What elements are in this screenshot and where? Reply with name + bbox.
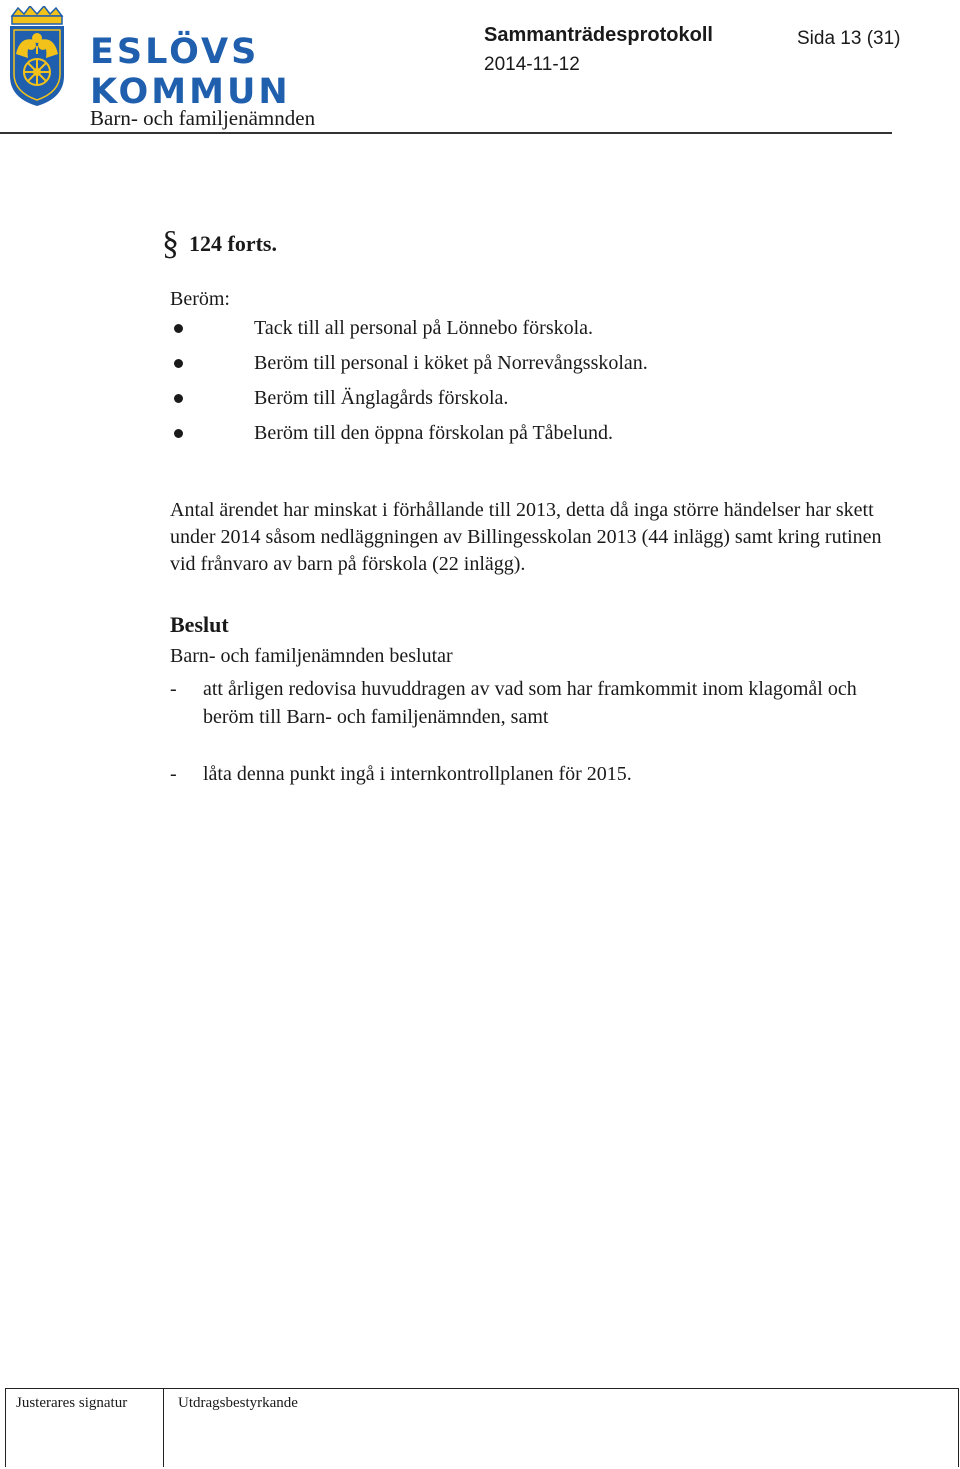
header-divider (0, 132, 892, 134)
crown-icon (12, 6, 62, 24)
section-title: 124 forts. (189, 231, 277, 256)
list-item-text: Beröm till den öppna förskolan på Tåbelund. (254, 422, 613, 444)
bullet-icon (174, 429, 183, 438)
organization-name: Barn- och familjenämnden (90, 106, 316, 130)
wordmark-line-2: KOMMUN (90, 72, 291, 112)
list-item-text: Beröm till Änglagårds förskola. (254, 387, 509, 409)
adjuster-signature-cell (6, 1389, 164, 1467)
list-item (170, 347, 648, 382)
municipality-wordmark (90, 32, 291, 112)
decision-item-text: låta denna punkt ingå i internkontrollplanen för 2015. (203, 763, 632, 785)
paragraph-symbol: § (162, 225, 179, 262)
decision-item-text: att årligen redovisa huvuddragen av vad som har framkommit inom klagomål och beröm till Barn- och familjenämnden, samt (203, 678, 857, 728)
list-item (170, 382, 648, 417)
dash-marker: - (170, 678, 177, 700)
signature-footer (5, 1388, 959, 1467)
decision-heading: Beslut (170, 612, 229, 637)
list-item (170, 417, 648, 452)
decision-intro: Barn- och familjenämnden beslutar (170, 645, 453, 667)
praise-heading: Beröm: (170, 288, 230, 310)
adjuster-signature-label: Justerares signatur (16, 1395, 128, 1411)
bullet-icon (174, 324, 183, 333)
summary-paragraph: Antal ärendet har minskat i förhållande till 2013, detta då inga större händelser har skett under 2014 såsom nedläggningen av Billingesskolan 2013 (44 inlägg) samt kring rutinen vid frånvaro av barn på förskola (22 inlägg). (170, 499, 882, 575)
decision-item (170, 760, 903, 788)
eslov-crest-logo (4, 6, 70, 108)
page-number: Sida 13 (31) (797, 28, 901, 49)
wheel-icon (24, 59, 50, 85)
extract-certification-cell (164, 1389, 958, 1467)
section-heading (162, 222, 277, 260)
extract-certification-label: Utdragsbestyrkande (178, 1395, 298, 1411)
meeting-date: 2014-11-12 (484, 54, 580, 75)
decision-item (170, 675, 903, 731)
list-item-text: Tack till all personal på Lönnebo förskola. (254, 317, 594, 339)
bullet-icon (174, 394, 183, 403)
bullet-icon (174, 359, 183, 368)
document-title: Sammanträdesprotokoll (484, 24, 713, 46)
wordmark-line-1: ESLÖVS (90, 32, 260, 72)
list-item-text: Beröm till personal i köket på Norrevångsskolan. (254, 352, 648, 374)
dash-marker: - (170, 763, 177, 785)
list-item (170, 312, 648, 347)
praise-list (170, 312, 648, 452)
